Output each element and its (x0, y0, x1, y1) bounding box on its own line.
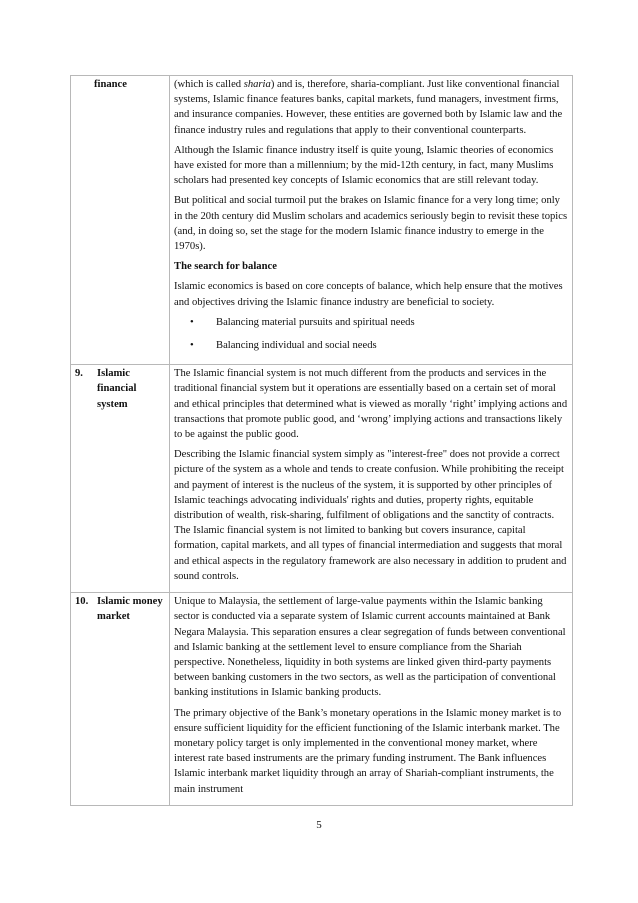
term-label: finance (94, 79, 127, 90)
bullet-list (174, 315, 568, 353)
paragraph: (which is called sharia) and is, therefore, sharia-compliant. Just like conventional financial systems, Islamic finance features banks, capital markets, fund managers, investment firms, and insurance companies. However, these entities are governed both by Islamic law and the finance industry rules and regulations that apply to their conventional counterparts. (174, 79, 563, 136)
term-cell (71, 365, 170, 593)
row-number: 10. (75, 596, 89, 608)
section-heading: The search for balance (174, 261, 277, 273)
paragraph: The primary objective of the Bank’s monetary operations in the Islamic money market is to ensure sufficient liquidity for the efficient functioning of the Islamic interbank market. The monetary policy target is only implemented in the conventional money market, where interest rate based instruments are the primary funding instrument. The Bank influences Islamic interbank market liquidity through an array of Shariah-compliant instruments, the main instrument (174, 707, 562, 795)
table-row (71, 593, 573, 806)
term-label: 10. Islamic money market (75, 594, 165, 624)
paragraph: Islamic economics is based on core concepts of balance, which help ensure that the motives and objectives driving the Islamic finance industry are beneficial to society. (174, 281, 563, 308)
list-item: • Balancing individual and social needs (190, 338, 568, 353)
bullet-icon: • (190, 340, 194, 352)
table-row (71, 76, 573, 365)
term-label: 9. Islamic financial system (75, 366, 165, 412)
definition-cell (170, 593, 573, 806)
term-cell (71, 76, 170, 365)
bullet-icon: • (190, 316, 194, 328)
definition-cell (170, 365, 573, 593)
paragraph: But political and social turmoil put the brakes on Islamic finance for a very long time; only in the 20th century did Muslim scholars and academics seriously begin to revisit these topics (and, in doing so, set the stage for the modern Islamic finance industry to emerge in the 1970s). (174, 195, 568, 253)
paragraph: The Islamic financial system is not much different from the products and services in the traditional financial system but it operations are essentially based on a certain set of moral and ethical principles that determined what is viewed as morally ‘right’ implying actions and transactions that promote public good, and ‘wrong’ implying actions and transactions likely to be against the public good. (174, 368, 568, 441)
term-cell (71, 593, 170, 806)
paragraph: Describing the Islamic financial system simply as "interest-free" does not provide a correct picture of the system as a whole and tends to create confusion. While prohibiting the receipt and payment of interest is the nucleus of the system, it is supported by other principles of Islamic teachings advocating individuals' rights and duties, property rights, equitable distribution of wealth, risk-sharing, fulfilment of obligations and the sanctity of contracts. The Islamic financial system is not limited to banking but covers insurance, capital formation, capital markets, and all types of financial intermediation and suggests that moral and ethical aspects in the regulatory framework are also necessary in addition to prudent and sound controls. (174, 449, 567, 582)
definition-cell (170, 76, 573, 365)
paragraph: Although the Islamic finance industry itself is quite young, Islamic theories of economics have existed for more than a millennium; by the mid-12th century, in fact, many Muslims scholars had presented key concepts of Islamic economics that are still relevant today. (174, 144, 554, 187)
table-row (71, 365, 573, 593)
paragraph: Unique to Malaysia, the settlement of large-value payments within the Islamic banking sector is conducted via a separate system of Islamic current accounts maintained at Bank Negara Malaysia. This separation ensures a clear segregation of funds between conventional and Islamic banking at the settlement level to ensure compliance from the Shariah perspective. Nonetheless, liquidity in both systems are linked given third-party payments between banking customers in the two sectors, as well as the participation of conventional banking institutions in Islamic banking products. (174, 596, 566, 699)
row-number: 9. (75, 368, 83, 380)
page-number: 5 (316, 819, 322, 831)
list-item: • Balancing material pursuits and spiritual needs (190, 315, 568, 330)
glossary-table (70, 75, 573, 806)
